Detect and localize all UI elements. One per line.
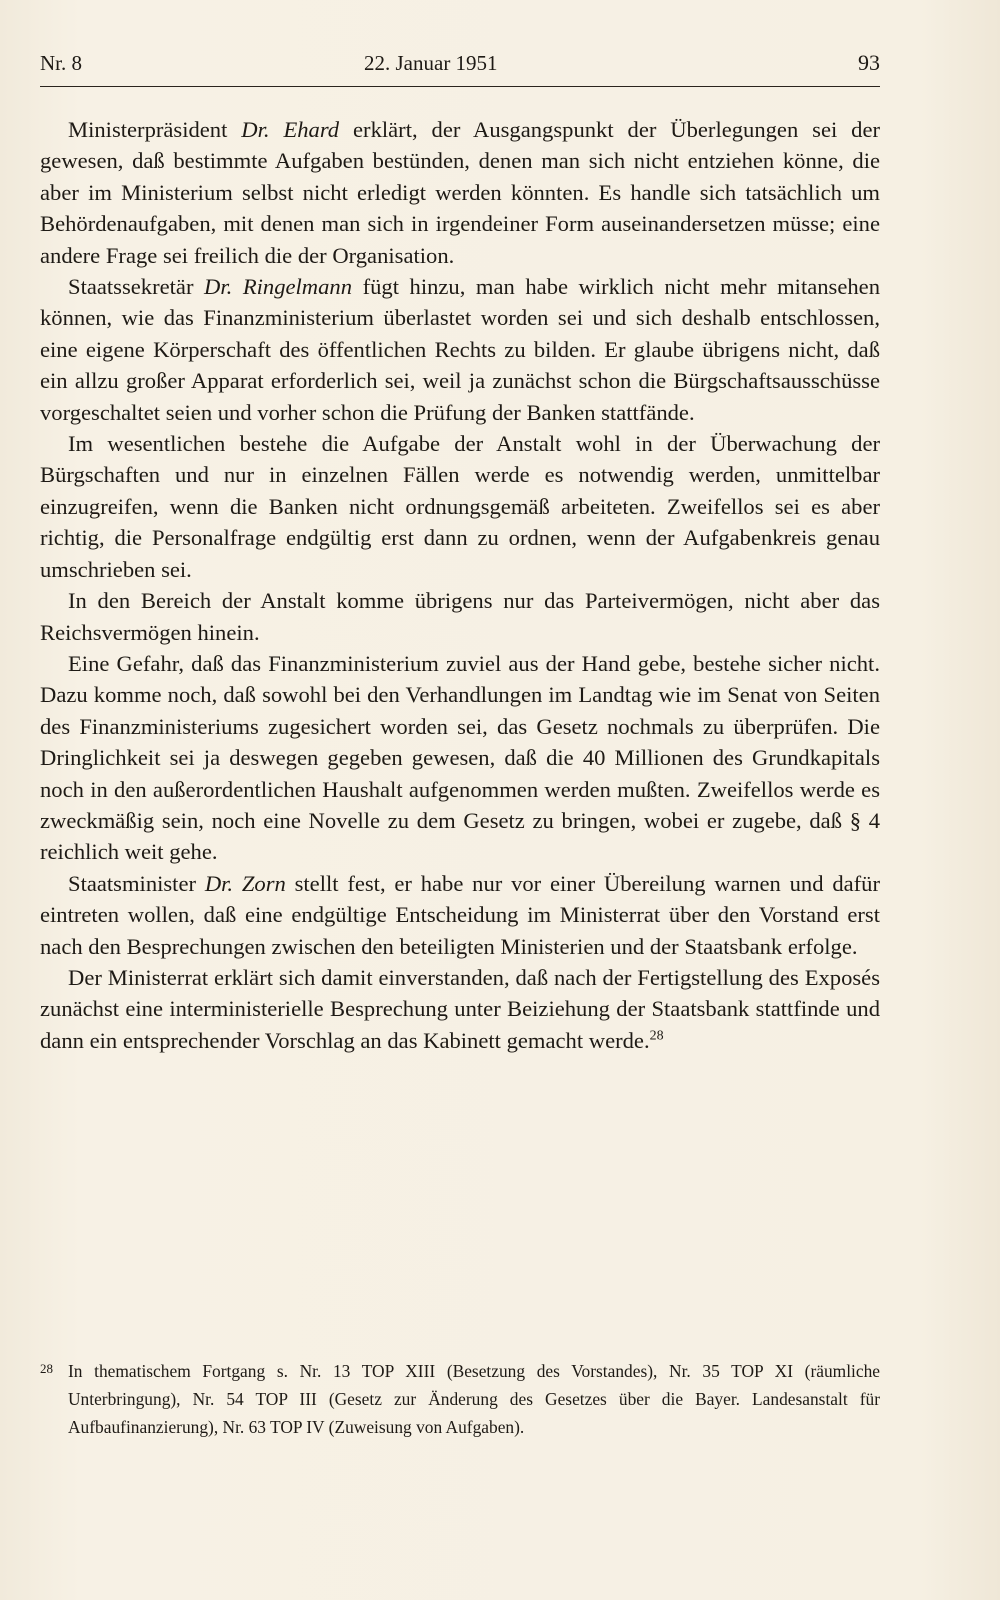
paragraph-ministerrat-beschluss (40, 962, 880, 1056)
footnote-text: In thematischem Fortgang s. Nr. 13 TOP XIII (Besetzung des Vorstandes), Nr. 35 TOP XI (räumliche Unterbringung), Nr. 54 TOP III (Gesetz zur Änderung des Gesetzes über die Bayer. Landesanstalt für Aufbaufinanzierung), Nr. 63 TOP IV (Zuweisung von Aufgaben). (68, 1361, 880, 1437)
document-number: Nr. 8 (40, 51, 82, 75)
paragraph-aufgabe-anstalt: Im wesentlichen bestehe die Aufgabe der Anstalt wohl in der Überwachung der Bürgschaften und nur in einzelnen Fällen werde es notwendig werden, unmittelbar einzugreifen, wenn die Banken nicht ordnungsgemäß arbeiteten. Zweifellos sei es aber richtig, die Personalfrage endgültig erst dann zu ordnen, wenn der Aufgabenkreis genau umschrieben sei. (40, 431, 880, 582)
footnote-28 (40, 1358, 880, 1441)
paragraph-text: Staatssekretär (68, 274, 205, 300)
session-date: 22. Januar 1951 (364, 51, 498, 75)
footnotes (40, 1358, 880, 1441)
speaker-name: Dr. Ringelmann (204, 274, 353, 300)
paragraph-text: Ministerpräsident (68, 117, 242, 142)
paragraph-gefahr: Eine Gefahr, daß das Finanzministerium zuviel aus der Hand gebe, bestehe sicher nicht. Dazu komme noch, daß sowohl bei den Verhandlungen im Landtag wie im Senat von Seiten des Finanzministeriums zugesichert worden sei, das Gesetz nochmals zu überprüfen. Die Dringlichkeit sei ja deswegen gegeben gewesen, daß die 40 Millionen des Grundkapitals noch in den außerordentlichen Haushalt aufgenommen werden mußten. Zweifellos werde es zweckmäßig sein, noch eine Novelle zu dem Gesetz zu bringen, wobei er zugebe, daß § 4 reichlich weit gehe. (40, 650, 880, 865)
paragraph-text: Der Ministerrat erklärt sich damit einverstanden, daß nach der Fertigstellung des Exposés zunächst eine interministerielle Besprechung unter Beiziehung der Staatsbank stattfinde und dann ein entsprechender Vorschlag an das Kabinett gemacht werde. (40, 964, 880, 1053)
paragraph-parteivermoegen: In den Bereich der Anstalt komme übrigens nur das Parteivermögen, nicht aber das Reichsvermögen hinein. (40, 588, 880, 645)
paragraph-text: erklärt, der Ausgangspunkt der Überlegungen sei der gewesen, daß bestimmte Aufgaben bestünden, denen man sich nicht entziehen könne, die aber im Ministerium selbst nicht erledigt werden könnten. Es handle sich tatsächlich um Behördenaufgaben, mit denen man sich in irgendeiner Form auseinandersetzen müsse; eine andere Frage sei freilich die der Organisation. (40, 117, 881, 268)
page-number: 93 (858, 50, 880, 75)
paragraph-ringelmann (40, 271, 880, 428)
paragraph-ehard (40, 114, 880, 271)
speaker-name: Dr. Ehard (241, 117, 340, 142)
body-text (40, 114, 880, 1056)
paragraph-text: fügt hinzu, man habe wirklich nicht mehr mitansehen können, wie das Finanzministerium überlastet worden sei und sich deshalb entschlossen, eine eigene Körperschaft des öffentlichen Rechts zu bilden. Er glaube übrigens nicht, daß ein allzu großer Apparat erforderlich sei, weil ja zunächst schon die Bürgschaftsausschüsse vorgeschaltet seien und vorher schon die Prüfung der Banken stattfände. (40, 274, 880, 425)
footnote-reference[interactable]: 28 (649, 1028, 664, 1044)
footnote-mark: 28 (40, 1361, 53, 1376)
speaker-name: Dr. Zorn (204, 870, 286, 896)
paragraph-text: Staatsminister (68, 870, 205, 896)
paragraph-text: stellt fest, er habe nur vor einer Übereilung warnen und dafür eintreten wollen, daß eine endgültige Entscheidung im Ministerrat über den Vorstand erst nach den Besprechungen zwischen den beteiligten Ministerien und der Staatsbank erfolge. (40, 870, 880, 959)
paragraph-zorn (40, 868, 880, 962)
running-head (40, 48, 880, 87)
